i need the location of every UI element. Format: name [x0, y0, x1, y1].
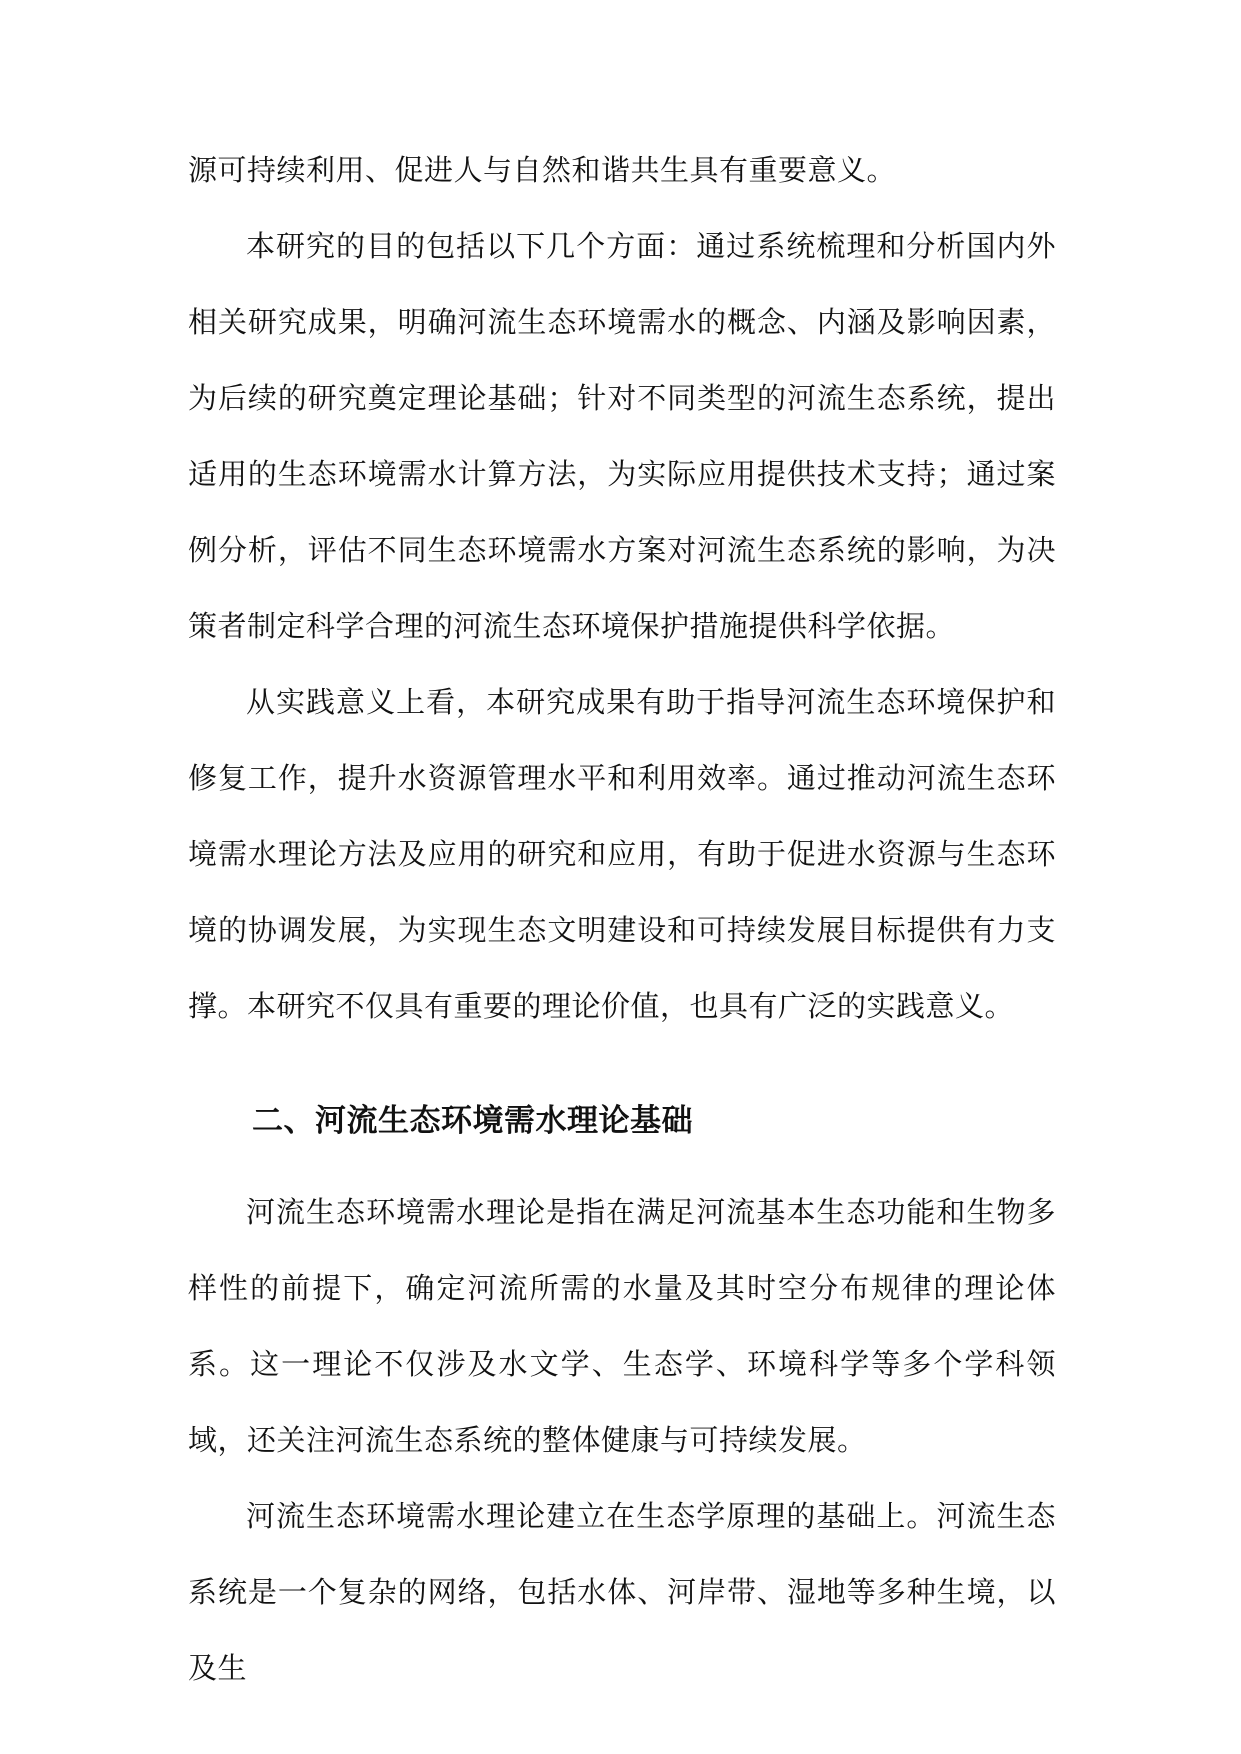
- section-heading: 二、河流生态环境需水理论基础: [252, 1103, 693, 1139]
- paragraph-continued: 源可持续利用、促进人与自然和谐共生具有重要意义。: [188, 153, 897, 187]
- paragraph-ecology-basis: 河流生态环境需水理论建立在生态学原理的基础上。河流生态系统是一个复杂的网络，包括水体、河岸带、湿地等多种生境，以及生: [188, 1499, 1056, 1685]
- paragraph-theory-definition: 河流生态环境需水理论是指在满足河流基本生态功能和生物多样性的前提下，确定河流所需的水量及其时空分布规律的理论体系。这一理论不仅涉及水文学、生态学、环境科学等多个学科领域，还关注河流生态系统的整体健康与可持续发展。: [188, 1195, 1056, 1457]
- paragraph-practical-significance: 从实践意义上看，本研究成果有助于指导河流生态环境保护和修复工作，提升水资源管理水平和利用效率。通过推动河流生态环境需水理论方法及应用的研究和应用，有助于促进水资源与生态环境的协调发展，为实现生态文明建设和可持续发展目标提供有力支撑。本研究不仅具有重要的理论价值，也具有广泛的实践意义。: [188, 685, 1056, 1023]
- document-page: [188, 132, 1056, 1706]
- paragraph-research-goals: 本研究的目的包括以下几个方面：通过系统梳理和分析国内外相关研究成果，明确河流生态环境需水的概念、内涵及影响因素，为后续的研究奠定理论基础；针对不同类型的河流生态系统，提出适用的生态环境需水计算方法，为实际应用提供技术支持；通过案例分析，评估不同生态环境需水方案对河流生态系统的影响，为决策者制定科学合理的河流生态环境保护措施提供科学依据。: [188, 229, 1056, 643]
